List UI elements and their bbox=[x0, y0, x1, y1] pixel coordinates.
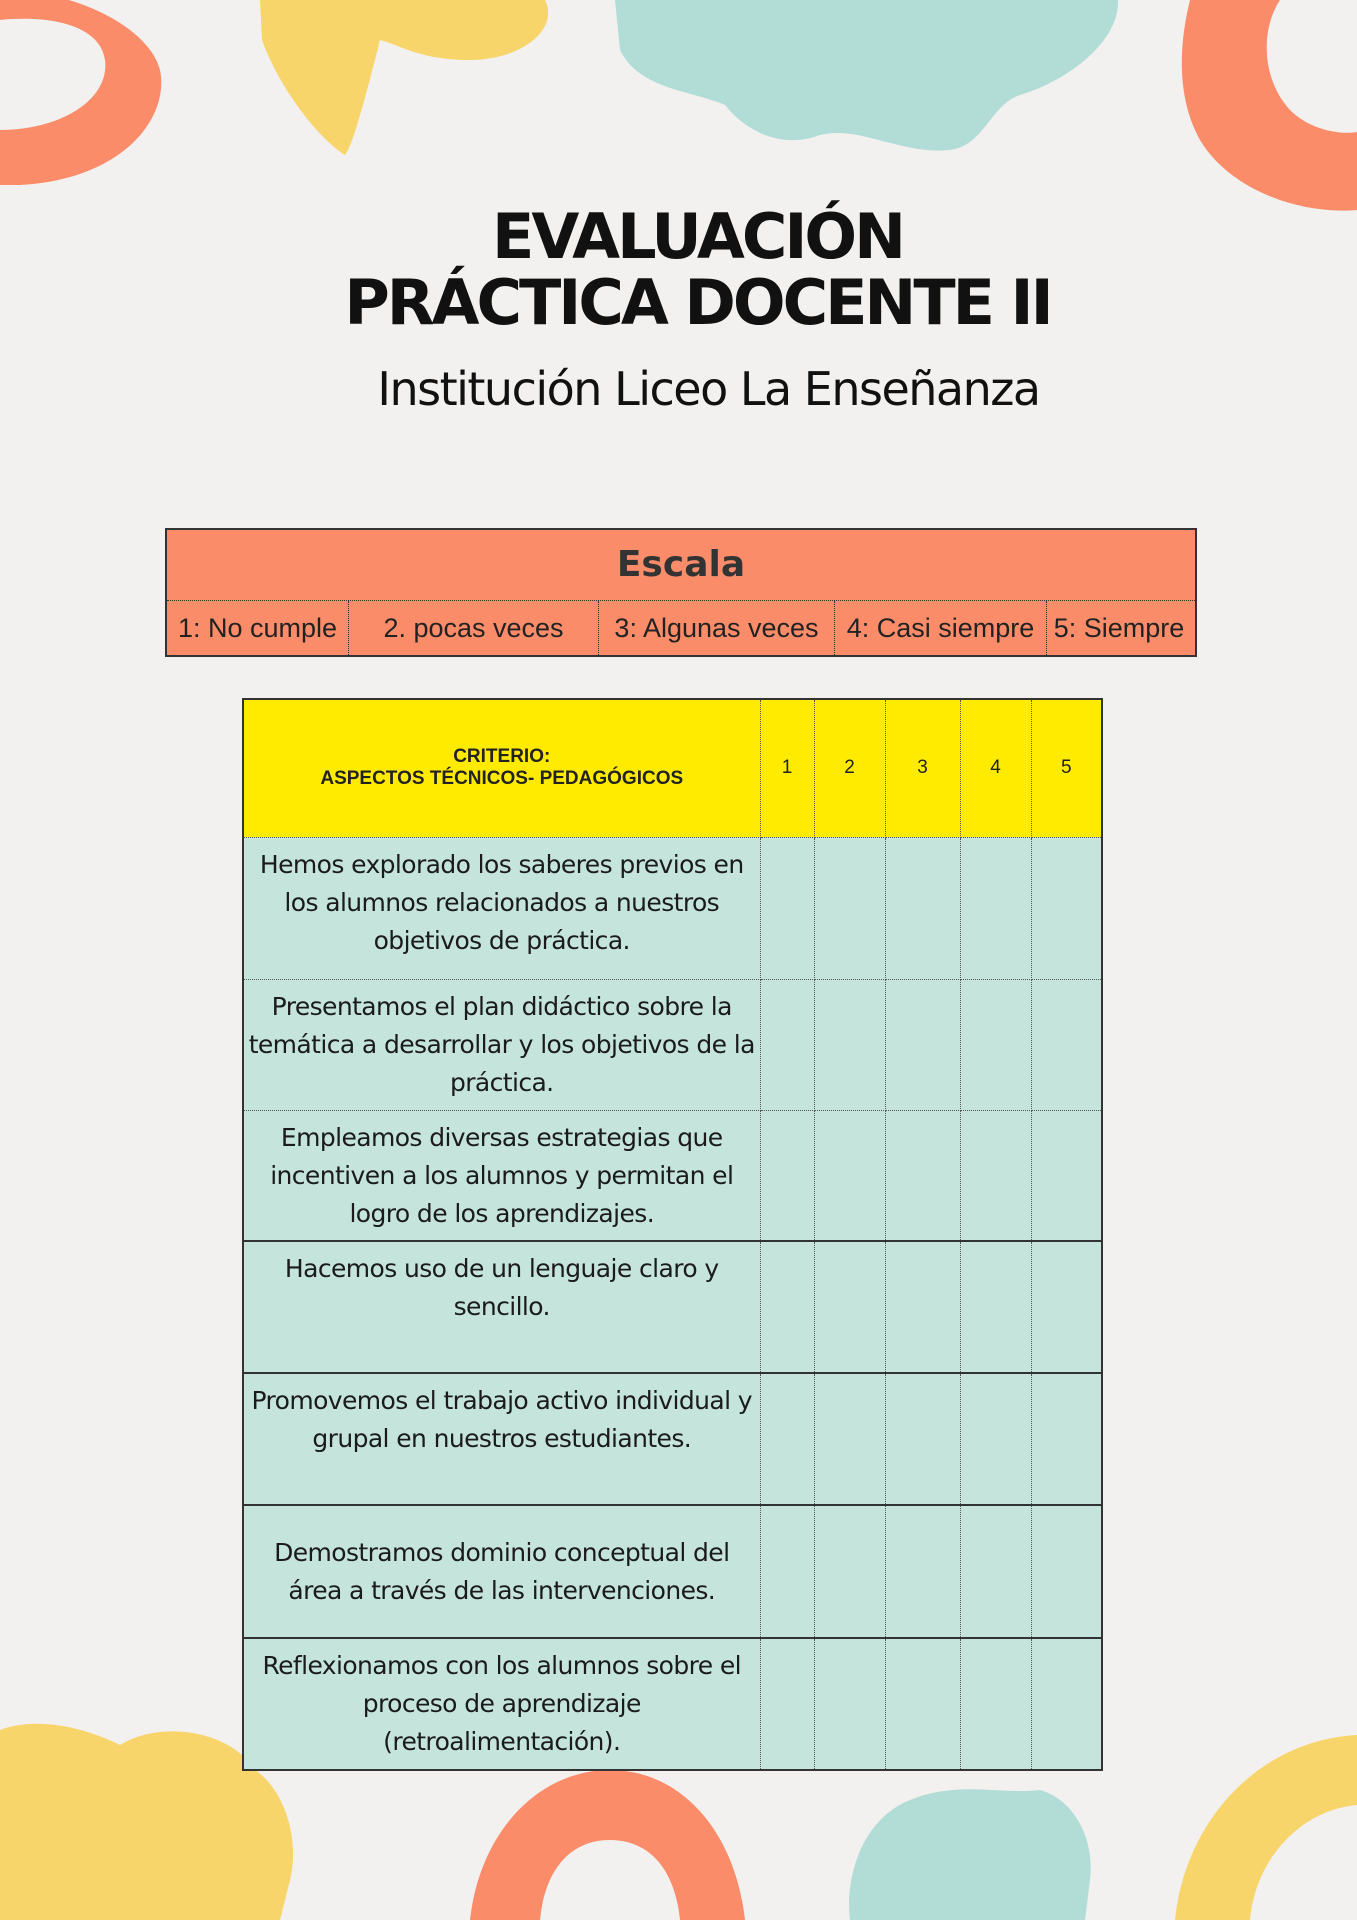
level-header-5: 5 bbox=[1031, 699, 1102, 837]
criterion-text: Presentamos el plan didáctico sobre la temática a desarrollar y los objetivos de la práctica. bbox=[243, 979, 760, 1110]
rating-cell-5[interactable] bbox=[1031, 979, 1102, 1110]
rating-cell-3[interactable] bbox=[885, 1110, 960, 1241]
rating-cell-3[interactable] bbox=[885, 837, 960, 979]
coral-ring-right-shape bbox=[1182, 0, 1357, 211]
scale-item-2: 2. pocas veces bbox=[349, 601, 599, 655]
scale-item-1: 1: No cumple bbox=[167, 601, 349, 655]
criterion-text: Hacemos uso de un lenguaje claro y sencillo. bbox=[243, 1241, 760, 1373]
rating-cell-1[interactable] bbox=[760, 1241, 814, 1373]
rating-cell-4[interactable] bbox=[960, 1241, 1031, 1373]
rating-cell-4[interactable] bbox=[960, 1110, 1031, 1241]
rating-cell-4[interactable] bbox=[960, 1638, 1031, 1770]
rating-cell-4[interactable] bbox=[960, 979, 1031, 1110]
yellow-leaf-shape bbox=[260, 0, 548, 155]
scale-item-3: 3: Algunas veces bbox=[599, 601, 835, 655]
level-header-4: 4 bbox=[960, 699, 1031, 837]
table-row bbox=[243, 837, 1102, 979]
rating-cell-2[interactable] bbox=[814, 1638, 885, 1770]
scale-item-5: 5: Siempre bbox=[1053, 613, 1185, 643]
table-row bbox=[243, 979, 1102, 1110]
mint-blob-shape bbox=[615, 0, 1118, 151]
page-title-line-1: EVALUACIÓN bbox=[492, 200, 903, 273]
rating-cell-1[interactable] bbox=[760, 979, 814, 1110]
rating-cell-1[interactable] bbox=[760, 837, 814, 979]
rating-cell-5[interactable] bbox=[1031, 1110, 1102, 1241]
yellow-arch-shape bbox=[1175, 1735, 1357, 1920]
rating-cell-2[interactable] bbox=[814, 837, 885, 979]
criterion-text: Empleamos diversas estrategias que incentiven a los alumnos y permitan el logro de los aprendizajes. bbox=[243, 1110, 760, 1241]
table-row bbox=[243, 1110, 1102, 1241]
mint-blob-bottom-shape bbox=[849, 1789, 1091, 1920]
rating-cell-2[interactable] bbox=[814, 1505, 885, 1638]
page-title-line-2: PRÁCTICA DOCENTE II bbox=[344, 266, 1051, 339]
criteria-header-row bbox=[243, 699, 1102, 837]
rating-cell-1[interactable] bbox=[760, 1373, 814, 1505]
rating-cell-5[interactable] bbox=[1031, 1373, 1102, 1505]
criteria-header-line-2: ASPECTOS TÉCNICOS- PEDAGÓGICOS bbox=[320, 768, 684, 790]
scale-row bbox=[167, 601, 1195, 655]
table-row bbox=[243, 1638, 1102, 1770]
coral-arch-shape bbox=[470, 1770, 745, 1920]
criterion-text: Demostramos dominio conceptual del área a través de las intervenciones. bbox=[243, 1505, 760, 1638]
criterion-text: Hemos explorado los saberes previos en los alumnos relacionados a nuestros objetivos de práctica. bbox=[243, 837, 760, 979]
table-row bbox=[243, 1373, 1102, 1505]
rating-cell-5[interactable] bbox=[1031, 1505, 1102, 1638]
level-header-2: 2 bbox=[814, 699, 885, 837]
scale-title: Escala bbox=[167, 530, 1195, 601]
scale-table bbox=[165, 528, 1197, 657]
rating-cell-4[interactable] bbox=[960, 1373, 1031, 1505]
rating-cell-5[interactable] bbox=[1031, 1638, 1102, 1770]
rating-cell-4[interactable] bbox=[960, 1505, 1031, 1638]
rating-cell-3[interactable] bbox=[885, 1373, 960, 1505]
rating-cell-4[interactable] bbox=[960, 837, 1031, 979]
level-header-1: 1 bbox=[760, 699, 814, 837]
rating-cell-3[interactable] bbox=[885, 1241, 960, 1373]
criteria-header bbox=[243, 699, 760, 837]
scale-item-4: 4: Casi siempre bbox=[835, 601, 1047, 655]
table-row bbox=[243, 1505, 1102, 1638]
rating-cell-3[interactable] bbox=[885, 1638, 960, 1770]
rating-cell-1[interactable] bbox=[760, 1505, 814, 1638]
rating-cell-2[interactable] bbox=[814, 1110, 885, 1241]
rating-cell-3[interactable] bbox=[885, 979, 960, 1110]
level-header-3: 3 bbox=[885, 699, 960, 837]
criteria-header-line-1: CRITERIO: bbox=[453, 746, 551, 768]
rating-cell-1[interactable] bbox=[760, 1110, 814, 1241]
table-row bbox=[243, 1241, 1102, 1373]
criterion-text: Reflexionamos con los alumnos sobre el proceso de aprendizaje (retroalimentación). bbox=[243, 1638, 760, 1770]
rating-cell-5[interactable] bbox=[1031, 837, 1102, 979]
rating-cell-1[interactable] bbox=[760, 1638, 814, 1770]
criterion-text: Promovemos el trabajo activo individual y grupal en nuestros estudiantes. bbox=[243, 1373, 760, 1505]
rating-cell-2[interactable] bbox=[814, 1241, 885, 1373]
rating-cell-2[interactable] bbox=[814, 1373, 885, 1505]
rating-cell-5[interactable] bbox=[1031, 1241, 1102, 1373]
institution-subtitle: Institución Liceo La Enseñanza bbox=[377, 362, 1040, 416]
criteria-table bbox=[242, 698, 1103, 1771]
coral-ring-shape bbox=[0, 0, 161, 185]
rating-cell-3[interactable] bbox=[885, 1505, 960, 1638]
rating-cell-2[interactable] bbox=[814, 979, 885, 1110]
